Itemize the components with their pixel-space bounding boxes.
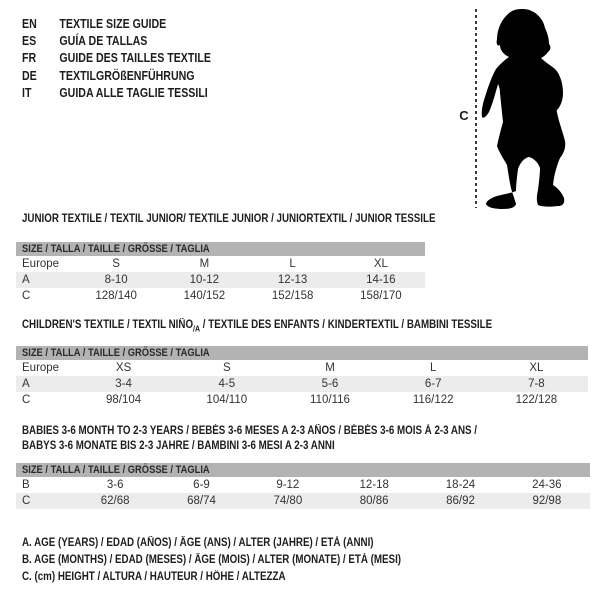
children-size-table bbox=[16, 346, 588, 408]
cell: XS bbox=[115, 362, 132, 374]
cell: XL bbox=[529, 362, 544, 374]
table-row bbox=[16, 376, 588, 392]
cell: 110/116 bbox=[310, 394, 350, 406]
table-row bbox=[16, 392, 588, 408]
cell: M bbox=[199, 258, 210, 270]
cell: 128/140 bbox=[95, 290, 137, 302]
cell: 116/122 bbox=[412, 394, 454, 406]
lang-row-it bbox=[22, 85, 211, 102]
lang-code: FR bbox=[22, 51, 37, 66]
cell: 3-4 bbox=[115, 378, 132, 390]
lang-row-de bbox=[22, 67, 211, 84]
table-row bbox=[16, 288, 425, 304]
height-marker-label: C bbox=[459, 108, 469, 123]
cell: XL bbox=[373, 258, 388, 270]
lang-label: GUIDE DES TAILLES TEXTILE bbox=[59, 51, 211, 66]
lang-code: ES bbox=[22, 34, 37, 49]
footnote-a: A. AGE (YEARS) / EDAD (AÑOS) / ÂGE (ANS) / ALTER (JAHRE) / ETÀ (ANNI) bbox=[22, 537, 374, 549]
row-label: Europe bbox=[22, 362, 60, 374]
cell: 98/104 bbox=[106, 394, 142, 406]
lang-label: GUÍA DE TALLAS bbox=[59, 34, 148, 49]
cell: 6-9 bbox=[193, 479, 210, 491]
row-label: A bbox=[22, 378, 30, 390]
cell: 80/86 bbox=[359, 495, 389, 507]
lang-code: DE bbox=[22, 68, 37, 83]
footnote-c: C. (cm) HEIGHT / ALTURA / HAUTEUR / HÖHE / ALTEZZA bbox=[22, 571, 286, 584]
cell: 122/128 bbox=[515, 394, 558, 406]
row-label: B bbox=[22, 479, 30, 491]
row-label: Europe bbox=[22, 258, 60, 270]
junior-table-title: JUNIOR TEXTILE / TEXTIL JUNIOR/ TEXTILE JUNIOR / JUNIORTEXTIL / JUNIOR TESSILE bbox=[22, 213, 436, 225]
babies-table-title: BABIES 3-6 MONTH TO 2-3 YEARS / BEBÉS 3-6 MESES A 2-3 AÑOS / BÉBÉS 3-6 MOIS À 2-3 ANS / BABYS 3-6 MONATE BIS 2-3 JAHRE / BAMBINI 3-6 MESI A 2-3 ANNI bbox=[22, 425, 478, 452]
table-row bbox=[16, 360, 588, 376]
cell: 7-8 bbox=[528, 378, 545, 390]
lang-row-fr bbox=[22, 50, 211, 67]
row-label: A bbox=[22, 274, 30, 286]
cell: 24-36 bbox=[532, 479, 562, 491]
cell: 104/110 bbox=[206, 394, 248, 406]
lang-code: IT bbox=[22, 86, 32, 101]
footnotes bbox=[22, 537, 468, 589]
toddler-silhouette-icon bbox=[470, 5, 595, 215]
cell: 92/98 bbox=[532, 495, 562, 507]
size-header-bar: SIZE / TALLA / TAILLE / GRÖSSE / TAGLIA bbox=[16, 346, 588, 360]
cell: 5-6 bbox=[321, 378, 339, 390]
cell: 68/74 bbox=[187, 495, 216, 507]
row-label: C bbox=[22, 394, 31, 406]
row-label: C bbox=[22, 290, 31, 302]
cell: 12-13 bbox=[277, 274, 308, 286]
cell: S bbox=[222, 362, 231, 374]
cell: 152/158 bbox=[271, 290, 314, 302]
cell: L bbox=[429, 362, 437, 374]
lang-label: TEXTILE SIZE GUIDE bbox=[59, 16, 167, 31]
cell: 8-10 bbox=[104, 274, 128, 286]
title-subscript: /A bbox=[193, 324, 201, 334]
children-table-title: CHILDREN'S TEXTILE / TEXTIL $NIÑO_{/A}$ / TEXTILE DES ENFANTS / KINDERTEXTIL / BAMBINI TESSILE bbox=[22, 319, 493, 334]
lang-code: EN bbox=[22, 16, 37, 31]
cell: L bbox=[289, 258, 296, 270]
cell: 62/68 bbox=[100, 495, 130, 507]
cell: 6-7 bbox=[424, 378, 442, 390]
cell: M bbox=[325, 362, 335, 374]
table-row bbox=[16, 256, 425, 272]
table-row bbox=[16, 493, 590, 509]
lang-row-en bbox=[22, 15, 211, 32]
lang-label: TEXTILGRÖßENFÜHRUNG bbox=[59, 68, 195, 83]
table-row bbox=[16, 477, 590, 493]
cell: 74/80 bbox=[273, 495, 303, 507]
language-title-list bbox=[22, 15, 211, 102]
cell: 3-6 bbox=[106, 479, 124, 491]
cell: 10-12 bbox=[189, 274, 220, 286]
cell: S bbox=[112, 258, 120, 270]
footnote-b: B. AGE (MONTHS) / EDAD (MESES) / ÂGE (MOIS) / ALTER (MONATE) / ETÀ (MESI) bbox=[22, 554, 402, 567]
cell: 158/170 bbox=[360, 290, 402, 302]
cell: 14-16 bbox=[366, 274, 396, 286]
lang-row-es bbox=[22, 32, 211, 49]
cell: 4-5 bbox=[218, 378, 236, 390]
row-label: C bbox=[22, 495, 31, 507]
cell: 9-12 bbox=[276, 479, 300, 491]
cell: 12-18 bbox=[359, 479, 389, 491]
cell: 18-24 bbox=[445, 479, 476, 491]
size-header-bar: SIZE / TALLA / TAILLE / GRÖSSE / TAGLIA bbox=[16, 463, 590, 477]
cell: 86/92 bbox=[446, 495, 475, 507]
junior-size-table bbox=[16, 242, 425, 304]
table-row bbox=[16, 272, 425, 288]
size-header-bar: SIZE / TALLA / TAILLE / GRÖSSE / TAGLIA bbox=[16, 242, 425, 256]
cell: 140/152 bbox=[183, 290, 226, 302]
lang-label: GUIDA ALLE TAGLIE TESSILI bbox=[59, 86, 208, 101]
babies-size-table bbox=[16, 463, 590, 509]
